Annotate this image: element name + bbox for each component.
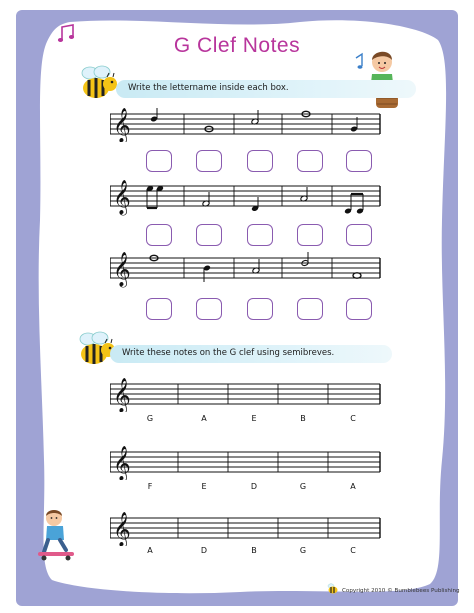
- bee-icon: [326, 583, 340, 595]
- instruction-text-1: Write the lettername inside each box.: [128, 83, 289, 93]
- empty-staff-2: [110, 446, 382, 480]
- note-letter: B: [300, 414, 306, 423]
- staff-2: [110, 180, 382, 220]
- instruction-text-2: Write these notes on the G clef using semibreves.: [122, 348, 335, 358]
- note-letter: C: [350, 546, 356, 555]
- answer-box[interactable]: [247, 298, 273, 320]
- note: [353, 273, 361, 278]
- note-letter: E: [251, 414, 257, 423]
- g-clef-icon: 𝄞: [113, 446, 131, 480]
- answer-box[interactable]: [146, 150, 172, 172]
- note-letter: C: [350, 414, 356, 423]
- answer-box[interactable]: [146, 298, 172, 320]
- answer-box[interactable]: [247, 150, 273, 172]
- empty-staff-1: [110, 378, 382, 412]
- answer-box[interactable]: [346, 150, 372, 172]
- note-letter: A: [350, 482, 356, 491]
- empty-staff-3: [110, 512, 382, 546]
- instruction-banner-1: [116, 80, 416, 98]
- child-skateboarder-illustration: [36, 506, 80, 562]
- note-letter: F: [147, 482, 153, 491]
- answer-box[interactable]: [346, 298, 372, 320]
- answer-box[interactable]: [297, 298, 323, 320]
- note-letter: E: [201, 482, 207, 491]
- answer-box[interactable]: [247, 224, 273, 246]
- staff-3: [110, 252, 382, 288]
- staff-1: [110, 108, 382, 142]
- g-clef-icon: 𝄞: [113, 512, 131, 546]
- answer-box[interactable]: [146, 224, 172, 246]
- page-title: G Clef Notes: [173, 34, 301, 57]
- note-letter: A: [201, 414, 207, 423]
- answer-box[interactable]: [346, 224, 372, 246]
- bee-icon: [76, 64, 122, 102]
- note-letter: G: [299, 546, 307, 555]
- answer-box[interactable]: [196, 224, 222, 246]
- g-clef-icon: 𝄞: [113, 108, 131, 142]
- child-drummer-illustration: [348, 46, 408, 112]
- answer-box[interactable]: [196, 298, 222, 320]
- g-clef-icon: 𝄞: [113, 378, 131, 412]
- g-clef-icon: 𝄞: [113, 180, 131, 215]
- copyright-text: Copyright 2010 © Bumblebees Publishing: [342, 588, 460, 594]
- note-letter: D: [200, 546, 208, 555]
- note-letter: B: [251, 546, 257, 555]
- answer-box[interactable]: [297, 224, 323, 246]
- note-letter: A: [147, 546, 153, 555]
- instruction-banner-2: [110, 345, 392, 363]
- note-letter: G: [146, 414, 154, 423]
- answer-box[interactable]: [196, 150, 222, 172]
- note-letter: G: [299, 482, 307, 491]
- answer-box[interactable]: [297, 150, 323, 172]
- g-clef-icon: 𝄞: [113, 252, 131, 287]
- note-letter: D: [250, 482, 258, 491]
